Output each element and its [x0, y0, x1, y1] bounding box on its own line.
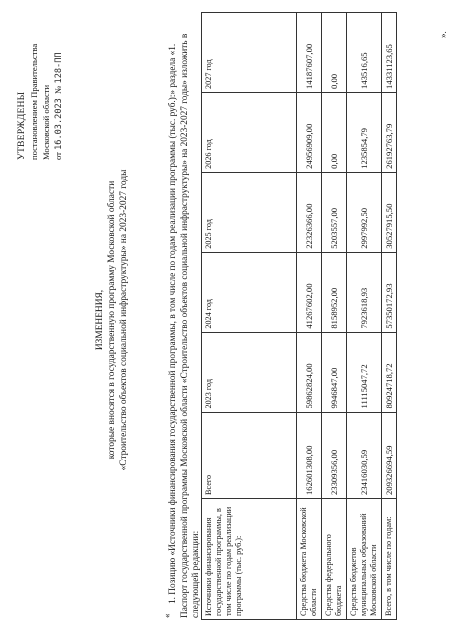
- cell-2025: 22326366,00: [297, 172, 322, 252]
- table-row: [297, 13, 322, 620]
- approval-line-1: постановлением Правительства: [29, 43, 39, 160]
- cell-total: 162601308,00: [297, 412, 322, 498]
- cell-total: 23416030,59: [347, 412, 382, 498]
- cell-2024: 41267602,00: [297, 252, 322, 332]
- cell-total: 23309356,00: [322, 412, 347, 498]
- date-prefix: от: [53, 152, 63, 160]
- header-2023: 2023 год: [202, 332, 297, 412]
- row-source: Средства федерального бюджета: [322, 499, 347, 620]
- cell-2025: 30527915,50: [382, 172, 397, 252]
- cell-2023: 80924718,72: [382, 332, 397, 412]
- cell-2026: 26192763,79: [382, 92, 397, 172]
- approval-date-line: [52, 10, 65, 160]
- header-total: Всего: [202, 412, 297, 498]
- approval-block: [16, 10, 65, 160]
- cell-2027: 14187607,00: [297, 13, 322, 93]
- approval-line-2: Московской области: [41, 84, 51, 160]
- table-header-row: [202, 13, 297, 620]
- cell-2023: 9946847,00: [322, 332, 347, 412]
- approval-heading: УТВЕРЖДЕНЫ: [16, 91, 27, 160]
- cell-2026: 1235854,79: [347, 92, 382, 172]
- header-2024: 2024 год: [202, 252, 297, 332]
- table-row-total: [382, 13, 397, 620]
- cell-2025: 2997992,50: [347, 172, 382, 252]
- header-2026: 2026 год: [202, 92, 297, 172]
- cell-2024: 7923618,93: [347, 252, 382, 332]
- financing-table: [201, 12, 397, 620]
- header-2025: 2025 год: [202, 172, 297, 252]
- row-source: Всего, в том числе по годам:: [382, 499, 397, 620]
- cell-2024: 57350172,93: [382, 252, 397, 332]
- open-quote: «: [162, 613, 172, 618]
- header-2027: 2027 год: [202, 13, 297, 93]
- header-source: Источники финансирования государственной программы, в том числе по годам реализации программы (тыс. руб.):: [202, 499, 297, 620]
- row-source: Средства бюджета Московской области: [297, 499, 322, 620]
- cell-2027: 143516,65: [347, 13, 382, 93]
- number-prefix: №: [53, 85, 63, 94]
- cell-2024: 8158952,00: [322, 252, 347, 332]
- table-row: [347, 13, 382, 620]
- cell-2023: 59862824,00: [297, 332, 322, 412]
- cell-2025: 5203557,00: [322, 172, 347, 252]
- cell-2027: 14331123,65: [382, 13, 397, 93]
- close-quote: ».: [438, 31, 448, 38]
- cell-2026: 0,00: [322, 92, 347, 172]
- cell-2023: 11115047,72: [347, 332, 382, 412]
- title-line-2: «Строительство объектов социальной инфраструктуры» на 2023-2027 годы: [119, 169, 129, 471]
- document-title: [94, 60, 130, 580]
- row-source: Средства бюджетов муниципальных образований Московской области: [347, 499, 382, 620]
- title-main: ИЗМЕНЕНИЯ,: [95, 289, 105, 351]
- table-row: [322, 13, 347, 620]
- cell-2027: 0,00: [322, 13, 347, 93]
- approval-date: 16.03.2023: [54, 98, 64, 150]
- cell-total: 209326694,59: [382, 412, 397, 498]
- approval-number: 128-ПП: [54, 52, 64, 84]
- cell-2026: 24956909,00: [297, 92, 322, 172]
- title-line-1: которые вносятся в государственную программу Московской области: [107, 180, 117, 460]
- intro-paragraph: 1. Позицию «Источники финансирования государственной программы, в том числе по годам реализации программы (тыс. руб.):» раздела «1. Паспорт государственной программы Московской области «Строительство объектов социальной инфраструктуры» на 2023-2027 годы» изложить в следующей редакции:: [168, 33, 202, 618]
